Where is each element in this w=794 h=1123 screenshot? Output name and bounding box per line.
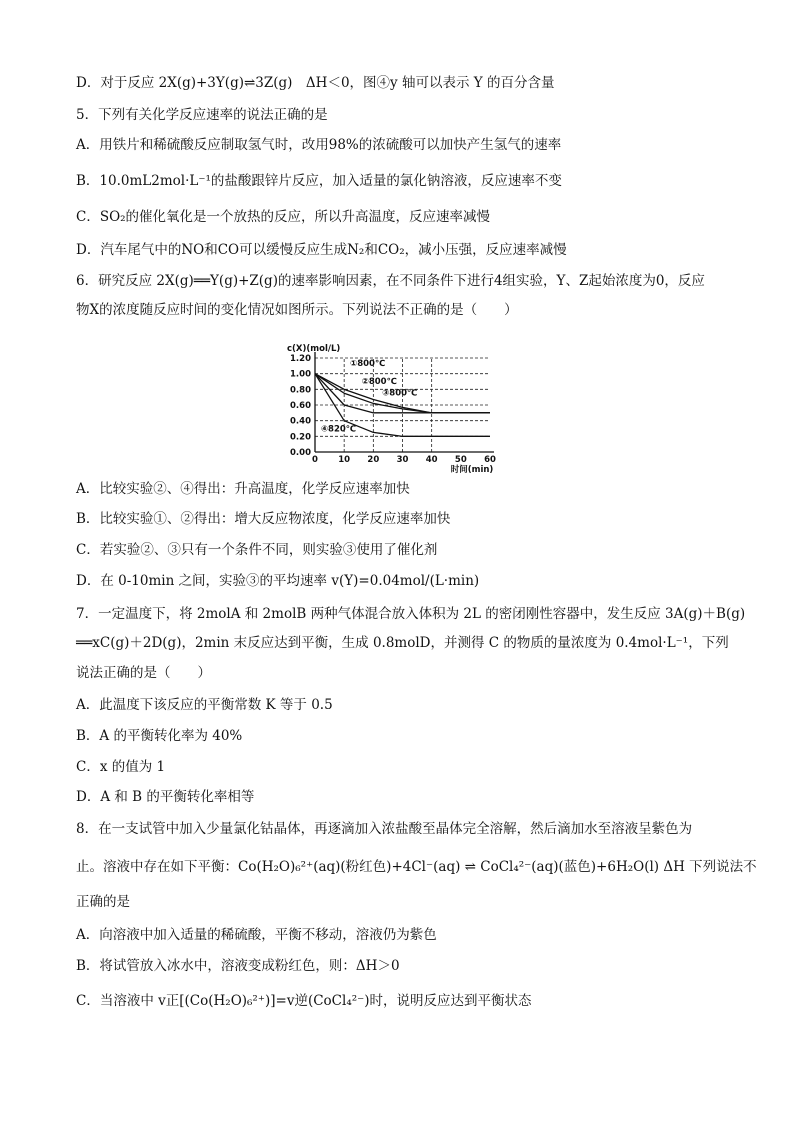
text-line-11: D．在 0-10min 之间，实验③的平均速率 v(Y)=0.04mol/(L·min) <box>76 573 480 589</box>
text-line-15: A．此温度下该反应的平衡常数 K 等于 0.5 <box>76 697 333 713</box>
x-tick-label-2: 20 <box>367 455 380 465</box>
text-line-6: 6．研究反应 2X(g)══Y(g)+Z(g)的速率影响因素，在不同条件下进行4组实验，Y、Z起始浓度为0，反应 <box>76 273 705 289</box>
text-line-14: 说法正确的是（ ） <box>76 665 211 681</box>
x-tick-label-5: 50 <box>454 455 467 465</box>
curve-label-4: ④820℃ <box>320 424 357 435</box>
x-tick-label-6: 60 <box>484 455 496 465</box>
y-tick-label-2: 0.40 <box>290 416 311 427</box>
y-tick-label-3: 0.60 <box>290 401 311 411</box>
text-line-8: A．比较实验②、④得出：升高温度，化学反应速率加快 <box>76 481 410 497</box>
y-tick-label-5: 1.00 <box>290 369 311 380</box>
y-axis-label: c(X)(mol/L) <box>287 344 341 354</box>
text-line-24: C．当溶液中 v正[(Co(H₂O)₆²⁺)]=v逆(CoCl₄²⁻)时，说明反应达到平衡状态 <box>76 993 532 1009</box>
curve-label-2: ②800℃ <box>361 376 397 387</box>
curve-label-3: ③800℃ <box>382 388 418 399</box>
text-line-5: D．汽车尾气中的NO和CO可以缓慢反应生成N₂和CO₂，减小压强，反应速率减慢 <box>76 242 567 258</box>
y-tick-label-6: 1.20 <box>290 354 311 364</box>
text-line-1: 5．下列有关化学反应速率的说法正确的是 <box>76 107 328 123</box>
text-line-9: B．比较实验①、②得出：增大反应物浓度，化学反应速率加快 <box>76 511 451 527</box>
x-tick-label-4: 40 <box>425 455 438 465</box>
x-tick-label-3: 30 <box>396 455 409 465</box>
text-line-3: B．10.0mL2mol·L⁻¹的盐酸跟锌片反应，加入适量的氯化钠溶液，反应速率不变 <box>76 173 562 189</box>
text-line-21: 正确的是 <box>76 894 130 910</box>
y-tick-label-0: 0.00 <box>290 448 311 458</box>
text-line-13: ══xC(g)＋2D(g)，2min 末反应达到平衡，生成 0.8molD，并测得 C 的物质的量浓度为 0.4mol·L⁻¹，下列 <box>76 635 729 651</box>
text-line-2: A．用铁片和稀硫酸反应制取氢气时，改用98%的浓硫酸可以加快产生氢气的速率 <box>76 137 562 153</box>
curve-label-1: ①800℃ <box>350 358 386 369</box>
text-line-12: 7．一定温度下，将 2molA 和 2molB 两种气体混合放入体积为 2L 的密闭刚性容器中，发生反应 3A(g)＋B(g) <box>76 606 746 622</box>
text-line-16: B．A 的平衡转化率为 40% <box>76 728 243 744</box>
y-tick-label-1: 0.20 <box>290 432 311 443</box>
text-line-22: A．向溶液中加入适量的稀硫酸，平衡不移动，溶液仍为紫色 <box>76 927 437 943</box>
text-line-4: C．SO₂的催化氧化是一个放热的反应，所以升高温度，反应速率减慢 <box>76 209 491 225</box>
text-line-7: 物X的浓度随反应时间的变化情况如图所示。下列说法不正确的是（ ） <box>76 302 518 318</box>
concentration-time-chart <box>270 334 530 474</box>
text-line-23: B．将试管放入冰水中，溶液变成粉红色，则：ΔH＞0 <box>76 958 400 974</box>
text-line-19: 8．在一支试管中加入少量氯化钴晶体，再逐滴加入浓盐酸至晶体完全溶解，然后滴加水至溶液呈紫色为 <box>76 821 693 837</box>
text-line-10: C．若实验②、③只有一个条件不同，则实验③使用了催化剂 <box>76 542 438 558</box>
text-line-18: D．A 和 B 的平衡转化率相等 <box>76 789 255 805</box>
text-line-0: D．对于反应 2X(g)+3Y(g)⇌3Z(g) ΔH＜0，图④y 轴可以表示 Y 的百分含量 <box>76 75 555 91</box>
x-tick-label-0: 0 <box>312 455 318 465</box>
x-axis-label: 时间(min) <box>450 465 494 474</box>
text-line-20: 止。溶液中存在如下平衡：Co(H₂O)₆²⁺(aq)(粉红色)+4Cl⁻(aq) ⇌ CoCl₄²⁻(aq)(蓝色)+6H₂O(l) ΔH 下列说法不 <box>76 859 757 875</box>
x-tick-label-1: 10 <box>338 455 351 465</box>
text-line-17: C．x 的值为 1 <box>76 759 166 775</box>
y-tick-label-4: 0.80 <box>290 385 311 396</box>
